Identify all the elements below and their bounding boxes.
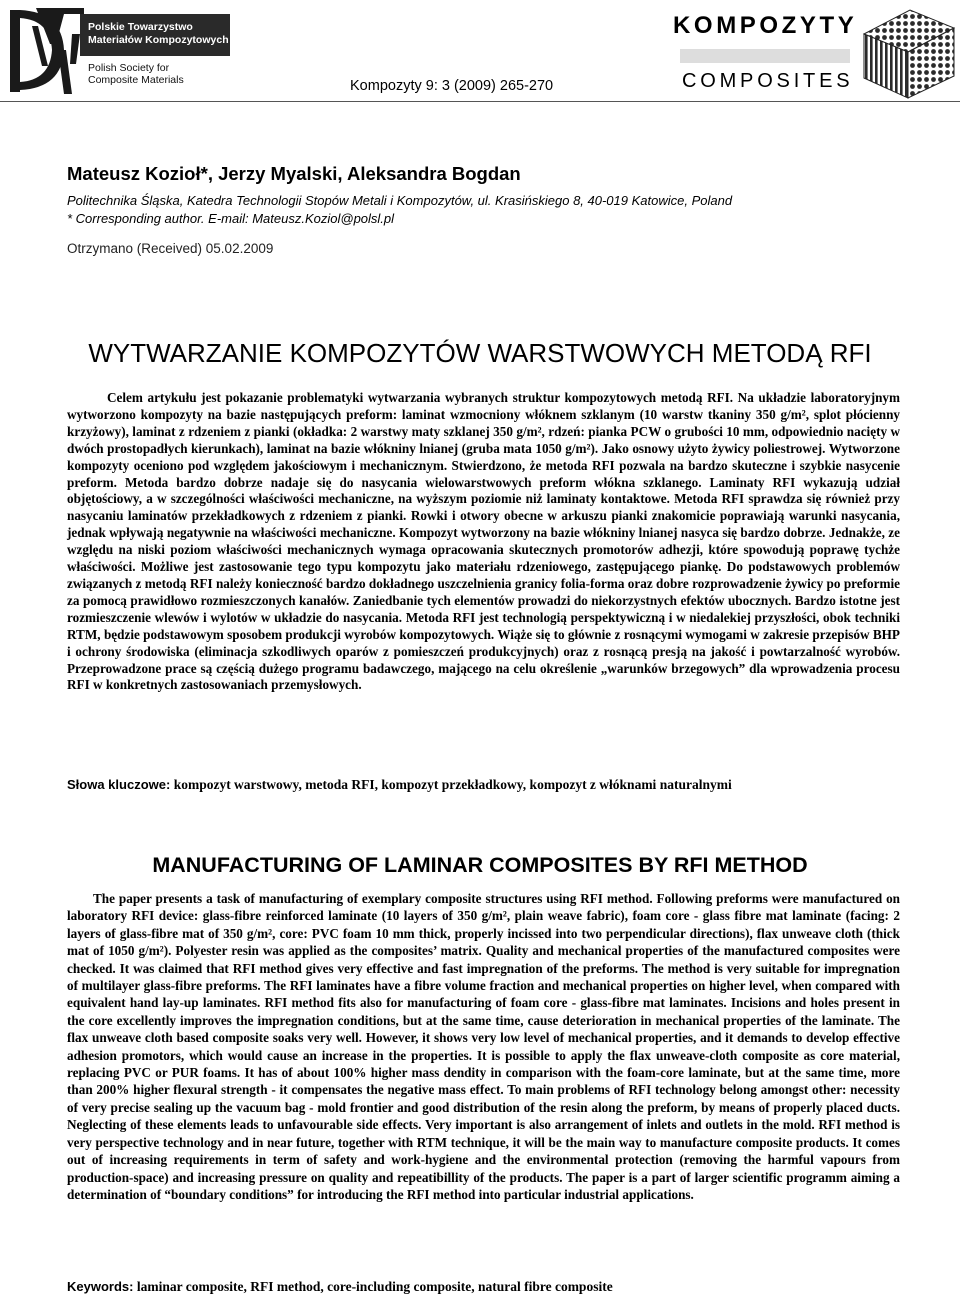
society-name-pl-line1: Polskie Towarzystwo <box>88 21 193 33</box>
received-date: Otrzymano (Received) 05.02.2009 <box>67 241 274 256</box>
page-header <box>0 0 960 104</box>
society-name-pl <box>80 14 230 56</box>
keywords-en-label: Keywords: <box>67 1279 134 1294</box>
keywords-pl-list: kompozyt warstwowy, metoda RFI, kompozyt przekładkowy, kompozyt z włóknami naturalnymi <box>173 777 732 792</box>
affiliation: Politechnika Śląska, Katedra Technologii Stopów Metali i Kompozytów, ul. Krasińskiego 8, 40-019 Katowice, Poland <box>67 193 733 208</box>
ptmk-logo-icon <box>6 4 86 96</box>
abstract-pl: Celem artykułu jest pokazanie problematyki wytwarzania wybranych struktur kompozytowych metodą RFI. Na układzie laboratoryjnym wytworzono kompozyty na bazie następujących preform: laminat wzmocniony włóknem szklanym (10 warstw tkaniny 350 g/m², splot płócienny krzyżowy), laminat z rdzeniem z pianki (okładka: 2 warstwy maty szklanej 350 g/m², rdzeń: pianka PCW o grubości 10 mm, odpowiednio nacięty w dwóch prostopadłych kierunkach), laminat na bazie włókniny lnianej (gruba mata 1050 g/m²). Jako osnowy użyto żywicy poliestrowej. Wytworzone kompozyty oceniono pod względem jakościowym i mechanicznym. Stwierdzono, że metoda RFI pozwala na bardzo skuteczne i szybkie nasycenie preform. Metoda bardzo dobrze nadaje się do nasycania wielowarstwowych preform włókna szklanego. Laminaty RFI wykazują udział objętościowy, a w szczególności właściwości mechaniczne, na wyższym poziomie niż laminaty kontaktowe. Metoda RFI sprawdza się również przy nasycaniu laminatów przekładkowych z rdzeniem z pianki. Rowki i otwory obecne w arkuszu pianki znakomicie poprawiają warunki nasycania, jednak wpływają negatywnie na właściwości mechaniczne. Kompozyt wytworzony na bazie włókniny lnianej nasyca się bardzo dobrze. Jednakże, ze względu na niski poziom właściwości mechanicznych wymaga opracowania skutecznych promotorów adhezji, które spowodują poprawę tychże właściwości. Możliwe jest zastosowanie tego typu kompozytu jako materiału rdzeniowego, zastępującego piankę. Do podstawowych problemów związanych z metodą RFI należy konieczność bardzo dokładnego uszczelnienia granicy folia-forma oraz dobre rozprowadzenie żywicy po preformie za pomocą prawidłowo rozmieszczonych kanałów. Zaniedbanie tych elementów prowadzi do niekorzystnych efektów ubocznych. Bardzo istotne jest rozmieszczenie wlewów i wylotów w układzie do nasycania. Metoda RFI jest technologią perspektywiczną i w niedalekiej przyszłości, obok techniki RTM, będzie podstawowym sposobem produkcji wyrobów kompozytowych. Wiąże się to głównie z rosnącymi wymogami w zakresie przepisów BHP i ochrony środowiska (eliminacja szkodliwych oparów z pomieszczeń produkcyjnych) oraz z rosnącą presją na jakość i powtarzalność wyrobów. Przeprowadzone prace są częścią dużego programu badawczego, mającego na celu określenie „warunków brzegowych” dla wprowadzenia procesu RFI w konkretnych zastosowaniach przemysłowych. <box>67 390 900 693</box>
header-rule <box>0 101 960 102</box>
society-name-pl-line2: Materiałów Kompozytowych <box>88 34 229 46</box>
journal-name-divider <box>680 49 850 63</box>
keywords-en <box>67 1279 613 1295</box>
corresponding-author: * Corresponding author. E-mail: Mateusz.Koziol@polsl.pl <box>67 211 395 226</box>
authors: Mateusz Kozioł*, Jerzy Myalski, Aleksandra Bogdan <box>67 163 521 184</box>
journal-name-en: COMPOSITES <box>682 70 854 92</box>
abstract-en: The paper presents a task of manufacturing of exemplary composite structures using RFI method. Following preforms were manufactured on laboratory RFI device: glass-fibre reinforced laminate (10 layers of 350 g/m², plain weave fabric), foam core - glass fibre mat laminate (facing: 2 layers of glass-fibre mat of 350 g/m², core: PVC foam 10 mm thick, properly incissed into two perpendicular directions), flax unweave cloth (thick mat of 1050 g/m²). Polyester resin was applied as the composites’ matrix. Quality and mechanical properties of the manufactured composites were checked. It was claimed that RFI method gives very effective and fast impregnation of the preforms. The method is very suitable for impregnation of multilayer glass-fibre preforms. The RFI laminates have a fibre volume fraction and mechanical properties on higher level, when compared with equivalent hand lay-up laminates. RFI method fits also for manufacturing of foam core - glass-fibre mat laminates. Incisions and holes present in the core excellently improves the impregnation conditions, but at the same time, cause deterioration in mechanical properties of the laminate. The flax unweave cloth based composite soaks very well. However, it shows very low level of mechanical properties, and it demands to develop effective adhesion promotors, which would cause an increase in the properties. It is possible to apply the flax unweave-cloth composite as core material, replacing PVC or PUR foams. It has of about 100% higher mass dendity in comparison with the foam-core laminate, but at the same time, more than 200% higher flexural strength - it compensates the negative mass effect. To main problems of RFI technology belong amongst other: necessity of very precise sealing up the vacuum bag - mold frontier and good distribution of the resin along the preform, by means of properly placed ducts. Neglecting of these elements leads to unfavourable side effects. Very important is also arrangement of inlets and outlets in the mold. RFI method is very perspective technology and in near future, together with RTM technique, it will be the main way to manufacture composite products. It comes out of increasing requirements in term of safety and work-hygiene and the environmental protection (removing the harmful vapours from production-space) and increasing pressure on quality and repeatibillity of the products. The paper is a part of larger scientific programm aiming a determination of “boundary conditions” for introducing the RFI method into particular industrial applications. <box>67 891 900 1202</box>
composite-cube-icon <box>860 6 958 102</box>
keywords-pl <box>67 777 732 793</box>
society-name-en-line1: Polish Society for <box>88 62 170 74</box>
keywords-pl-label: Słowa kluczowe: <box>67 777 171 792</box>
society-name-en <box>88 62 184 86</box>
society-name-en-line2: Composite Materials <box>88 74 184 86</box>
journal-name-pl: KOMPOZYTY <box>673 12 858 39</box>
keywords-en-list: laminar composite, RFI method, core-including composite, natural fibre composite <box>136 1279 613 1294</box>
affiliation-block <box>67 192 732 228</box>
title-pl: WYTWARZANIE KOMPOZYTÓW WARSTWOWYCH METODĄ RFI <box>88 338 872 368</box>
journal-reference: Kompozyty 9: 3 (2009) 265-270 <box>350 78 554 94</box>
title-en: MANUFACTURING OF LAMINAR COMPOSITES BY RFI METHOD <box>152 853 808 877</box>
